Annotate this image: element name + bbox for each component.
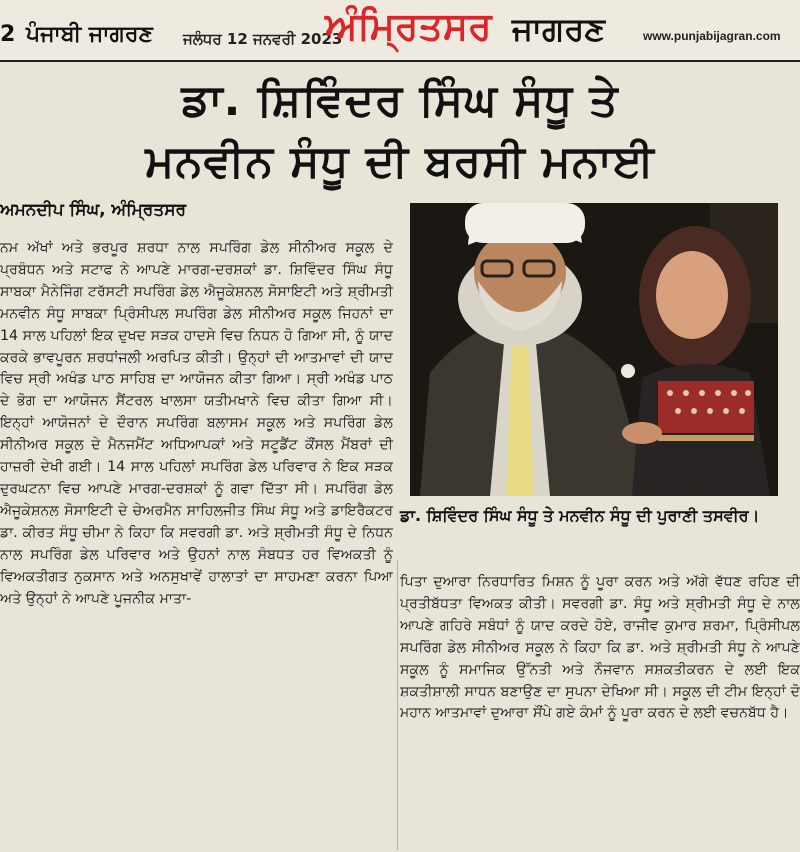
masthead [0,0,800,62]
edition-title-red: ਅੰਮ੍ਰਿਤਸਰ [325,4,492,48]
headline-line-1: ਡਾ. ਸ਼ਿਵਿੰਦਰ ਸਿੰਘ ਸੰਧੂ ਤੇ [181,75,619,126]
dateline: ਜਲੰਧਰ 12 ਜਨਵਰੀ 2023 [183,30,343,48]
website-url: www.punjabijagran.com [643,29,781,43]
couple-photo-illustration [410,203,778,496]
page-number: 2 [0,22,16,47]
headline-line-2: ਮਨਵੀਨ ਸੰਧੂ ਦੀ ਬਰਸੀ ਮਨਾਈ [145,136,655,187]
edition-title-black: ਜਾਗਰਣ [512,10,605,48]
article-body-left-column: ਨਮ ਅੱਖਾਂ ਅਤੇ ਭਰਪੂਰ ਸ਼ਰਧਾ ਨਾਲ ਸਪਰਿੰਗ ਡੇਲ ਸੀਨੀਅਰ ਸਕੂਲ ਦੇ ਪ੍ਰਬੰਧਨ ਅਤੇ ਸਟਾਫ ਨੇ ਆਪਣੇ ਮਾਰਗ-ਦਰਸ਼ਕਾਂ ਡਾ. ਸ਼ਿਵਿੰਦਰ ਸਿੰਘ ਸੰਧੂ ਸਾਬਕਾ ਮੈਨੇਜਿੰਗ ਟਰੱਸਟੀ ਸਪਰਿੰਗ ਡੇਲ ਐਜੂਕੇਸ਼ਨਲ ਸੋਸਾਇਟੀ ਅਤੇ ਸ਼੍ਰੀਮਤੀ ਮਨਵੀਨ ਸੰਧੂ ਸਾਬਕਾ ਪ੍ਰਿੰਸੀਪਲ ਸਪਰਿੰਗ ਡੇਲ ਸੀਨੀਅਰ ਸਕੂਲ ਜਿਹਨਾਂ ਦਾ 14 ਸਾਲ ਪਹਿਲਾਂ ਇਕ ਦੁਖਦ ਸੜਕ ਹਾਦਸੇ ਵਿਚ ਨਿਧਨ ਹੋ ਗਿਆ ਸੀ, ਨੂੰ ਯਾਦ ਕਰਕੇ ਭਾਵਪੂਰਨ ਸ਼ਰਧਾਂਜਲੀ ਅਰਪਿਤ ਕੀਤੀ। ਉਨ੍ਹਾਂ ਦੀ ਆਤਮਾਵਾਂ ਦੀ ਯਾਦ ਵਿਚ ਸ੍ਰੀ ਅਖੰਡ ਪਾਠ ਸਾਹਿਬ ਦਾ ਆਯੋਜਨ ਕੀਤਾ ਗਿਆ। ਸ੍ਰੀ ਅਖੰਡ ਪਾਠ ਦੇ ਭੋਗ ਦਾ ਆਯੋਜਨ ਸੈਂਟਰਲ ਖਾਲਸਾ ਯਤੀਮਖਾਨੇ ਵਿਚ ਕੀਤਾ ਗਿਆ ਸੀ। ਇਨ੍ਹਾਂ ਆਯੋਜਨਾਂ ਦੇ ਦੌਰਾਨ ਸਪਰਿੰਗ ਬਲਾਸਮ ਸਕੂਲ ਅਤੇ ਸਪਰਿੰਗ ਡੇਲ ਸੀਨੀਅਰ ਸਕੂਲ ਦੇ ਮੈਨਜਮੈਂਟ ਅਧਿਆਪਕਾਂ ਅਤੇ ਸਟੂਡੈਂਟ ਕੌਂਸਲ ਮੈਂਬਰਾਂ ਦੀ ਹਾਜ਼ਰੀ ਦੇਖੀ ਗਈ। 14 ਸਾਲ ਪਹਿਲਾਂ ਸਪਰਿੰਗ ਡੇਲ ਪਰਿਵਾਰ ਨੇ ਇਕ ਸੜਕ ਦੁਰਘਟਨਾ ਵਿਚ ਆਪਣੇ ਮਾਰਗ-ਦਰਸ਼ਕਾਂ ਨੂੰ ਗਵਾ ਦਿੱਤਾ ਸੀ। ਸਪਰਿੰਗ ਡੇਲ ਐਜੂਕੇਸ਼ਨਲ ਸੋਸਾਇਟੀ ਦੇ ਚੇਅਰਮੈਨ ਸਾਹਿਲਜੀਤ ਸਿੰਘ ਸੰਧੂ ਅਤੇ ਡਾਇਰੈਕਟਰ ਡਾ. ਕੀਰਤ ਸੰਧੂ ਚੀਮਾ ਨੇ ਕਿਹਾ ਕਿ ਸਵਰਗੀ ਡਾ. ਅਤੇ ਸ਼੍ਰੀਮਤੀ ਸੰਧੂ ਦੇ ਨਿਧਨ ਨਾਲ ਸਪਰਿੰਗ ਡੇਲ ਪਰਿਵਾਰ ਅਤੇ ਉਹਨਾਂ ਨਾਲ ਸੰਬਧਤ ਹਰ ਵਿਅਕਤੀ ਨੂੰ ਵਿਅਕਤੀਗਤ ਨੁਕਸਾਨ ਅਤੇ ਅਨਸੁਖਾਵੇਂ ਹਾਲਾਤਾਂ ਦਾ ਸਾਹਮਣਾ ਕਰਨਾ ਪਿਆ ਅਤੇ ਉਨ੍ਹਾਂ ਨੇ ਆਪਣੇ ਪੂਜਨੀਕ ਮਾਤਾ- [0,240,393,607]
column-divider [397,560,398,850]
byline: ਅਮਨਦੀਪ ਸਿੰਘ, ਅੰਮ੍ਰਿਤਸਰ [0,200,187,220]
paper-name: ਪੰਜਾਬੀ ਜਾਗਰਣ [26,22,153,47]
article-photo [410,203,778,496]
article-body-right-column: ਪਿਤਾ ਦੁਆਰਾ ਨਿਰਧਾਰਿਤ ਮਿਸ਼ਨ ਨੂੰ ਪੂਰਾ ਕਰਨ ਅਤੇ ਅੱਗੇ ਵੱਧਣ ਰਹਿਣ ਦੀ ਪ੍ਰਤੀਬੱਧਤਾ ਵਿਅਕਤ ਕੀਤੀ। ਸਵਰਗੀ ਡਾ. ਸੰਧੂ ਅਤੇ ਸ਼੍ਰੀਮਤੀ ਸੰਧੂ ਦੇ ਨਾਲ ਆਪਣੇ ਗਹਿਰੇ ਸਬੰਧਾਂ ਨੂੰ ਯਾਦ ਕਰਦੇ ਹੋਏ, ਰਾਜੀਵ ਕੁਮਾਰ ਸ਼ਰਮਾ, ਪ੍ਰਿੰਸੀਪਲ ਸਪਰਿੰਗ ਡੇਲ ਸੀਨੀਅਰ ਸਕੂਲ ਨੇ ਕਿਹਾ ਕਿ ਡਾ. ਅਤੇ ਸ਼੍ਰੀਮਤੀ ਸੰਧੂ ਨੇ ਆਪਣੇ ਸਕੂਲ ਨੂੰ ਸਮਾਜਿਕ ਉੱਨਤੀ ਅਤੇ ਨੌਜਵਾਨ ਸਸ਼ਕਤੀਕਰਨ ਦੇ ਲਈ ਇਕ ਸ਼ਕਤੀਸ਼ਾਲੀ ਸਾਧਨ ਬਣਾਉਣ ਦਾ ਸੁਪਨਾ ਦੇਖਿਆ ਸੀ। ਸਕੂਲ ਦੀ ਟੀਮ ਇਨ੍ਹਾਂ ਦੋ ਮਹਾਨ ਆਤਮਾਵਾਂ ਦੁਆਰਾ ਸੌਂਪੇ ਗਏ ਕੰਮਾਂ ਨੂੰ ਪੂਰਾ ਕਰਨ ਦੇ ਲਈ ਵਚਨਬੱਧ ਹੈ। [400,574,800,722]
photo-caption: ਡਾ. ਸ਼ਿਵਿੰਦਰ ਸਿੰਘ ਸੰਧੂ ਤੇ ਮਨਵੀਨ ਸੰਧੂ ਦੀ ਪੁਰਾਣੀ ਤਸਵੀਰ। [400,506,760,525]
